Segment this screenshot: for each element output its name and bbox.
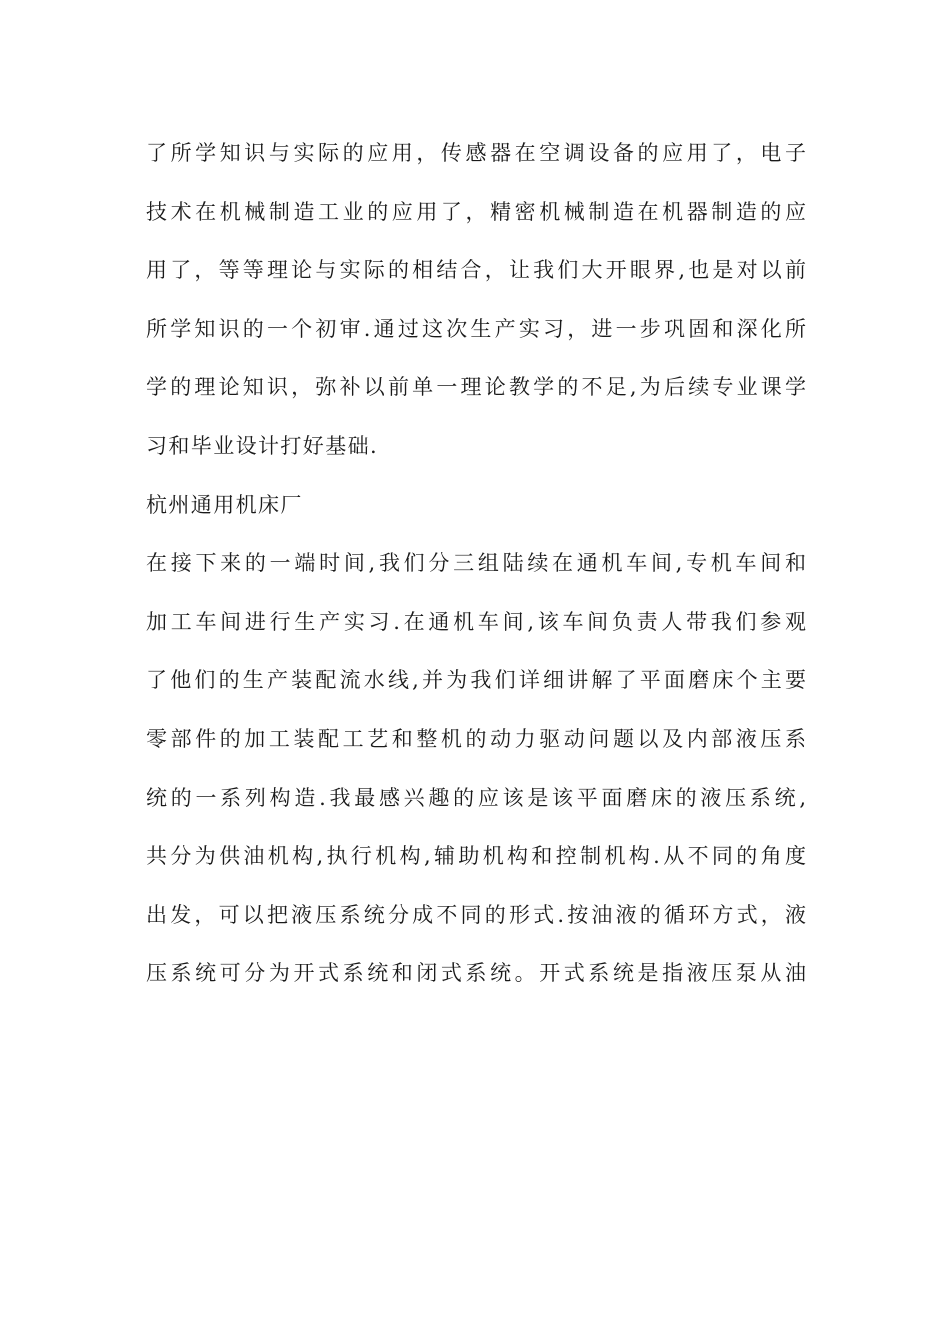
text-line-9: 加工车间进行生产实习.在通机车间,该车间负责人带我们参观: [146, 609, 806, 634]
section-heading: 杭州通用机床厂: [146, 492, 303, 517]
text-line-2: 技术在机械制造工业的应用了，精密机械制造在机器制造的应: [146, 199, 806, 224]
text-line-15: 压系统可分为开式系统和闭式系统。开式系统是指液压泵从油: [146, 961, 806, 986]
text-line-12: 统的一系列构造.我最感兴趣的应该是该平面磨床的液压系统,: [146, 785, 806, 810]
text-line-4: 所学知识的一个初审.通过这次生产实习，进一步巩固和深化所: [146, 316, 806, 341]
text-line-6: 习和毕业设计打好基础.: [146, 433, 379, 458]
text-line-11: 零部件的加工装配工艺和整机的动力驱动问题以及内部液压系: [146, 726, 806, 751]
text-line-3: 用了，等等理论与实际的相结合，让我们大开眼界,也是对以前: [146, 258, 806, 283]
text-line-5: 学的理论知识，弥补以前单一理论教学的不足,为后续专业课学: [146, 375, 806, 400]
text-line-10: 了他们的生产装配流水线,并为我们详细讲解了平面磨床个主要: [146, 668, 806, 693]
text-line-1: 了所学知识与实际的应用，传感器在空调设备的应用了，电子: [146, 141, 806, 165]
body-text: [146, 131, 806, 1010]
text-line-8: 在接下来的一端时间,我们分三组陆续在通机车间,专机车间和: [146, 551, 806, 576]
text-line-13: 共分为供油机构,执行机构,辅助机构和控制机构.从不同的角度: [146, 844, 806, 869]
text-line-14: 出发，可以把液压系统分成不同的形式.按油液的循环方式，液: [146, 902, 806, 927]
